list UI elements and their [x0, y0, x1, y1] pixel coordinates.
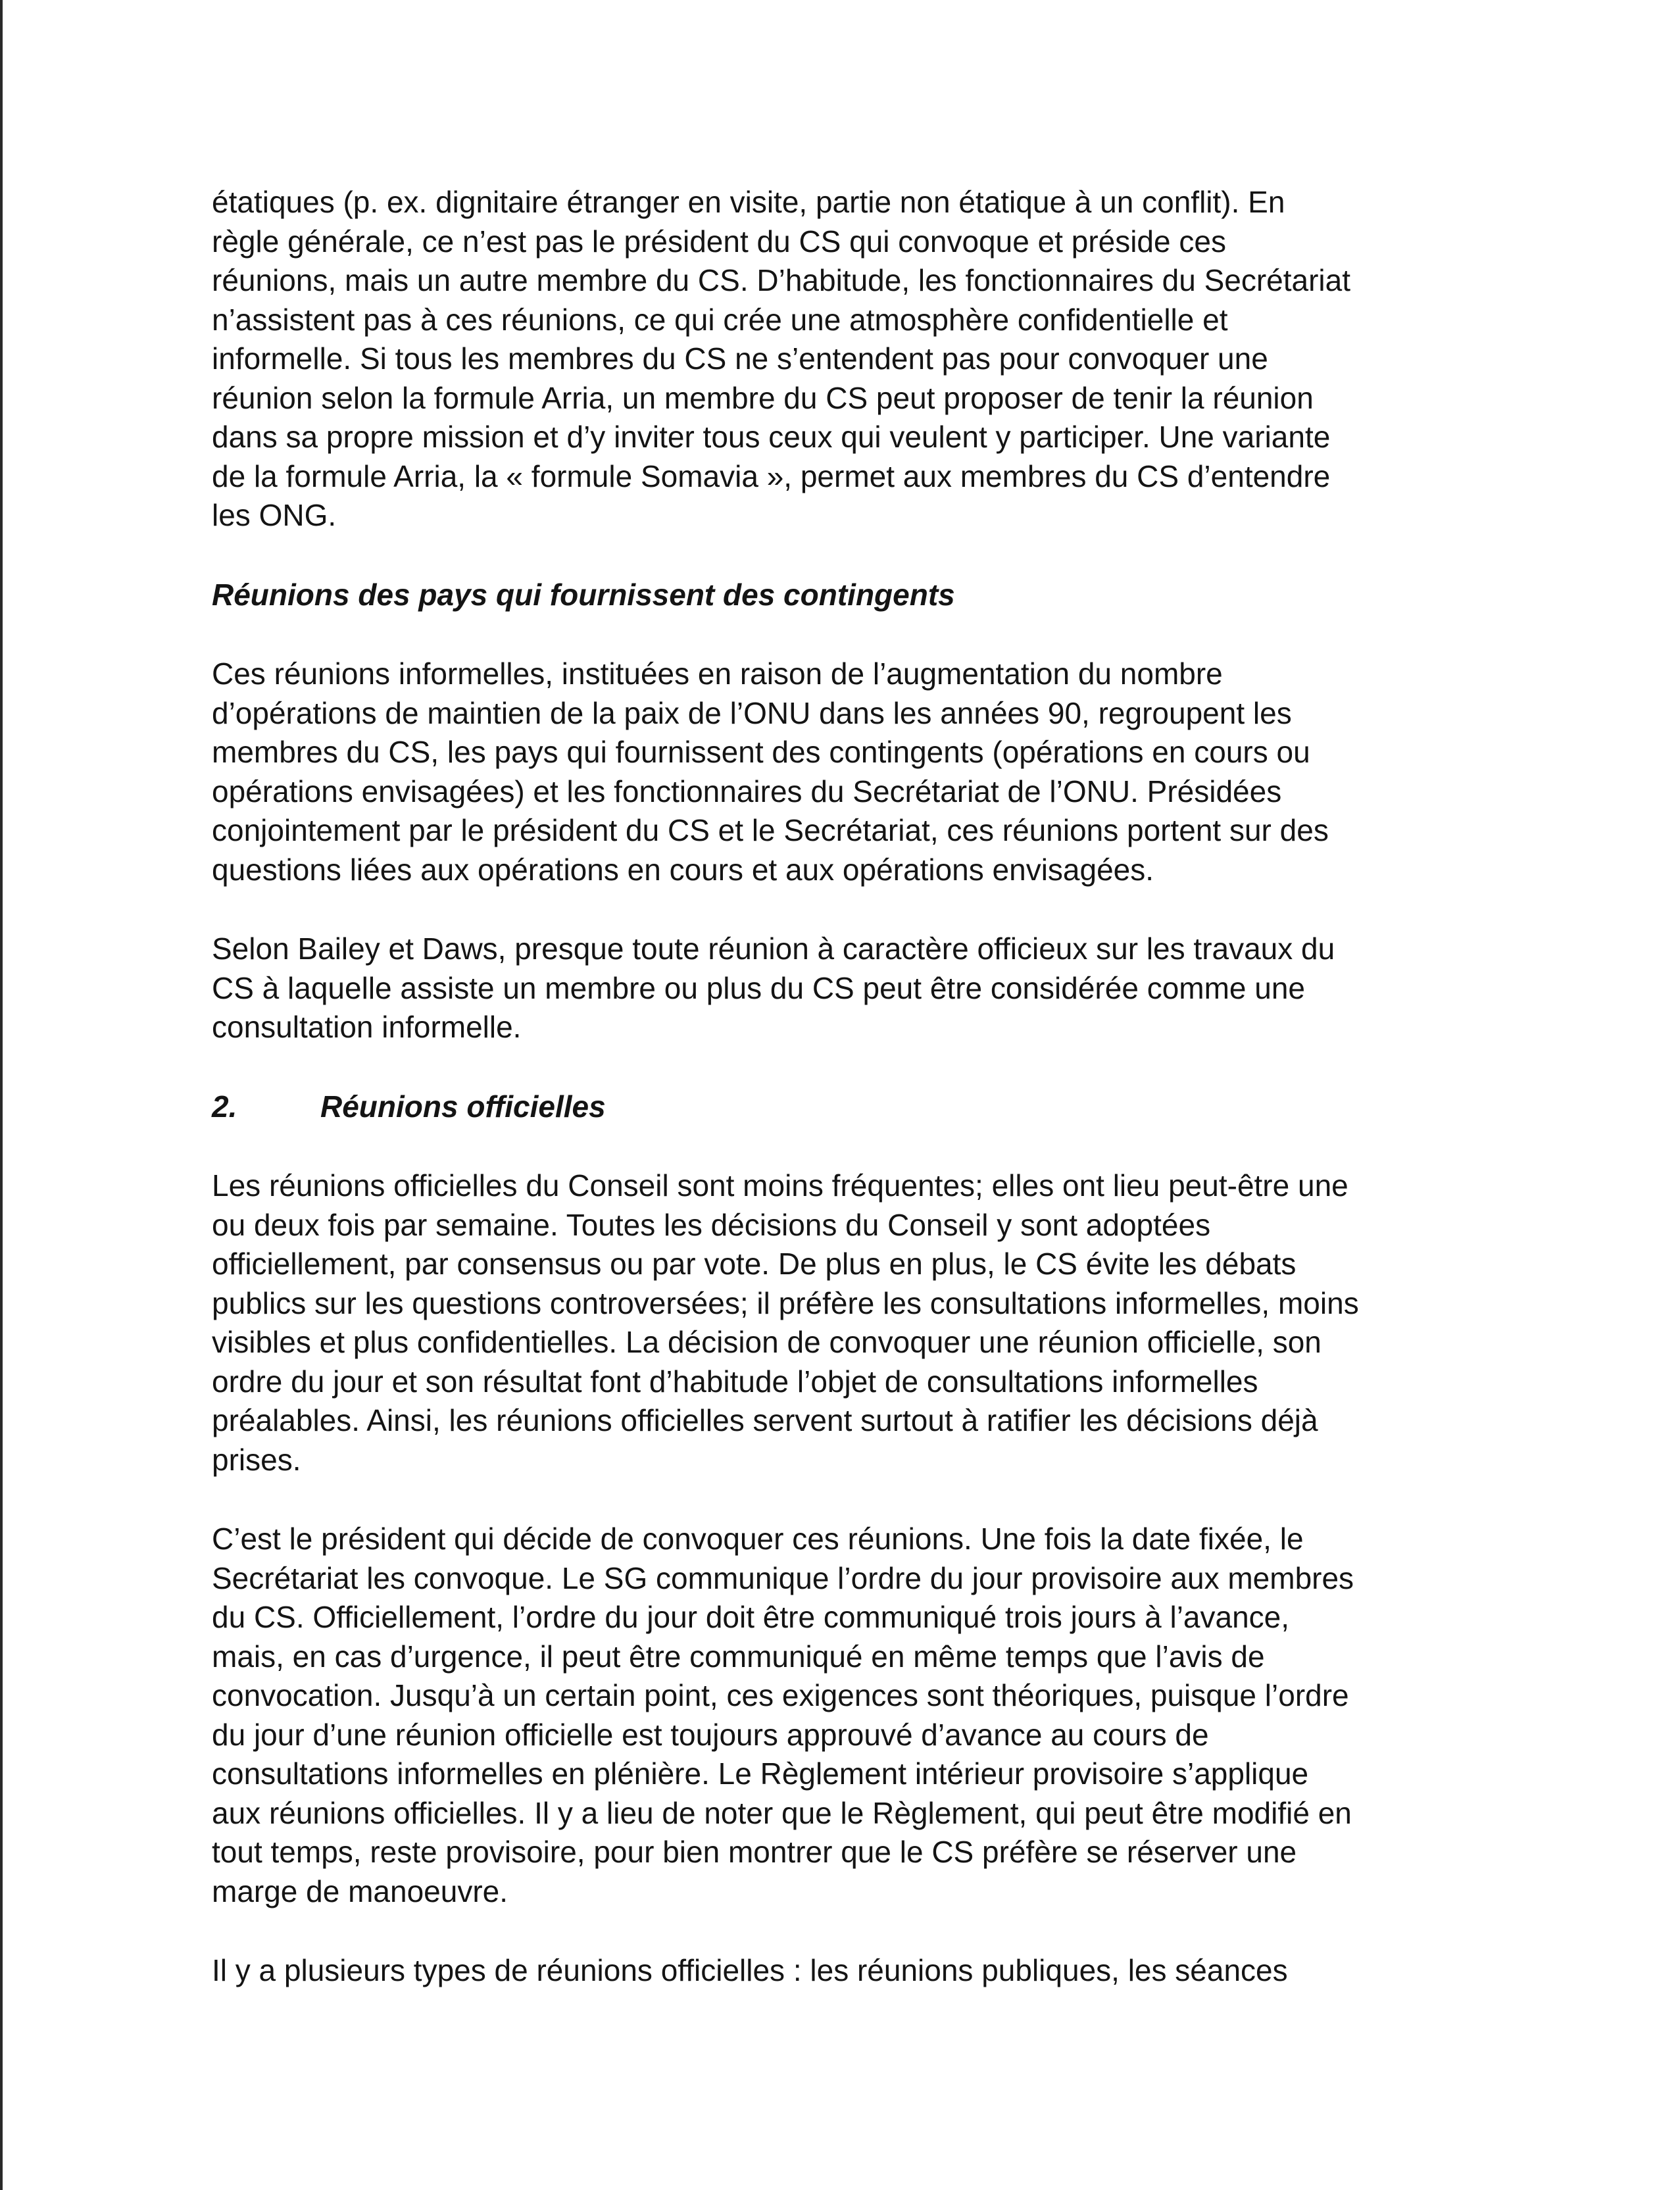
subheading-troop-contributors: Réunions des pays qui fournissent des contingents	[212, 577, 955, 612]
text-line: de la formule Arria, la « formule Somavia », permet aux membres du CS d’entendre	[212, 459, 1331, 493]
paragraph-troop-contributors	[212, 655, 1547, 889]
text-line: convocation. Jusqu’à un certain point, ces exigences sont théoriques, puisque l’ordre	[212, 1678, 1349, 1712]
paragraph-bailey-daws	[212, 930, 1547, 1047]
text-line: prises.	[212, 1442, 301, 1477]
text-line: Il y a plusieurs types de réunions officielles : les réunions publiques, les séances	[212, 1953, 1288, 1987]
document-page	[212, 183, 1547, 1991]
text-line: conjointement par le président du CS et le Secrétariat, ces réunions portent sur des	[212, 813, 1329, 847]
text-line: consultation informelle.	[212, 1010, 522, 1044]
text-line: réunion selon la formule Arria, un membre du CS peut proposer de tenir la réunion	[212, 380, 1314, 415]
section-heading-official-meetings	[212, 1087, 1547, 1127]
text-line: du CS. Officiellement, l’ordre du jour doit être communiqué trois jours à l’avance,	[212, 1600, 1290, 1634]
scan-left-edge	[0, 0, 3, 2190]
text-line: d’opérations de maintien de la paix de l’ONU dans les années 90, regroupent les	[212, 695, 1292, 730]
text-line: Ces réunions informelles, instituées en raison de l’augmentation du nombre	[212, 657, 1223, 691]
text-line: n’assistent pas à ces réunions, ce qui crée une atmosphère confidentielle et	[212, 302, 1228, 337]
text-line: opérations envisagées) et les fonctionnaires du Secrétariat de l’ONU. Présidées	[212, 774, 1282, 809]
text-line: aux réunions officielles. Il y a lieu de noter que le Règlement, qui peut être modifié en	[212, 1795, 1352, 1830]
text-line: Les réunions officielles du Conseil sont moins fréquentes; elles ont lieu peut-être une	[212, 1168, 1348, 1203]
text-line: CS à laquelle assiste un membre ou plus du CS peut être considérée comme une	[212, 970, 1306, 1005]
text-line: marge de manoeuvre.	[212, 1874, 508, 1908]
text-line: visibles et plus confidentielles. La décision de convoquer une réunion officielle, son	[212, 1325, 1322, 1359]
text-line: dans sa propre mission et d’y inviter tous ceux qui veulent y participer. Une variante	[212, 420, 1331, 454]
text-line: ordre du jour et son résultat font d’habitude l’objet de consultations informelles	[212, 1364, 1258, 1399]
text-line: ou deux fois par semaine. Toutes les décisions du Conseil y sont adoptées	[212, 1207, 1211, 1242]
section-number: 2.	[212, 1089, 237, 1124]
text-line: préalables. Ainsi, les réunions officielles servent surtout à ratifier les décisions déjà	[212, 1403, 1318, 1437]
section-title: Réunions officielles	[320, 1089, 606, 1124]
text-line: consultations informelles en plénière. Le Règlement intérieur provisoire s’applique	[212, 1756, 1309, 1791]
text-line: questions liées aux opérations en cours et aux opérations envisagées.	[212, 852, 1154, 887]
text-line: tout temps, reste provisoire, pour bien montrer que le CS préfère se réserver une	[212, 1835, 1297, 1869]
paragraph-convening	[212, 1520, 1547, 1911]
text-line: étatiques (p. ex. dignitaire étranger en visite, partie non étatique à un conflit). En	[212, 185, 1285, 219]
text-line: du jour d’une réunion officielle est toujours approuvé d’avance au cours de	[212, 1717, 1209, 1752]
paragraph-official-meetings	[212, 1166, 1547, 1480]
paragraph-arria-formula	[212, 183, 1547, 535]
text-line: mais, en cas d’urgence, il peut être communiqué en même temps que l’avis de	[212, 1639, 1265, 1674]
text-line: les ONG.	[212, 498, 337, 532]
text-line: informelle. Si tous les membres du CS ne s’entendent pas pour convoquer une	[212, 341, 1268, 376]
text-line: règle générale, ce n’est pas le président du CS qui convoque et préside ces	[212, 224, 1226, 259]
text-line: Secrétariat les convoque. Le SG communique l’ordre du jour provisoire aux membres	[212, 1560, 1354, 1595]
text-line: membres du CS, les pays qui fournissent des contingents (opérations en cours ou	[212, 735, 1310, 769]
text-line: publics sur les questions controversées; il préfère les consultations informelles, moins	[212, 1285, 1359, 1320]
text-line: réunions, mais un autre membre du CS. D’habitude, les fonctionnaires du Secrétariat	[212, 263, 1351, 297]
text-line: C’est le président qui décide de convoquer ces réunions. Une fois la date fixée, le	[212, 1522, 1304, 1556]
paragraph-meeting-types	[212, 1951, 1547, 1991]
text-line: officiellement, par consensus ou par vote. De plus en plus, le CS évite les débats	[212, 1247, 1297, 1281]
text-line: Selon Bailey et Daws, presque toute réunion à caractère officieux sur les travaux du	[212, 932, 1335, 966]
